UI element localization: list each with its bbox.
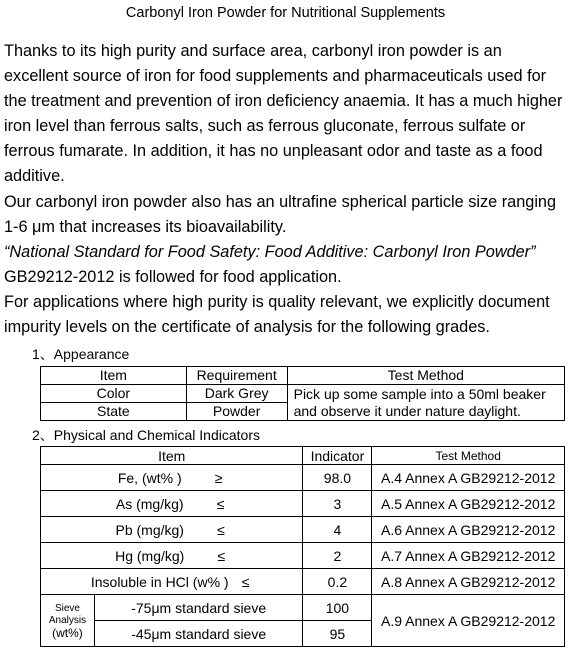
row-method: A.8 Annex A GB29212-2012 bbox=[372, 569, 565, 595]
row-method: A.5 Annex A GB29212-2012 bbox=[372, 491, 565, 517]
item-label: Hg (mg/kg) bbox=[115, 547, 185, 564]
header-indicator: Indicator bbox=[303, 447, 372, 465]
comparison-symbol: ≤ bbox=[216, 495, 225, 512]
sieve-label-line: Analysis bbox=[48, 614, 87, 626]
standard-paragraph bbox=[4, 240, 567, 290]
purity-paragraph: For applications where high purity is quality relevant, we explicitly document impurity levels on the certificate of analysis for the following grades. bbox=[4, 293, 550, 336]
appearance-test-method: Pick up some sample into a 50ml beaker and observe it under nature daylight. bbox=[287, 385, 564, 421]
sieve-label-line: Sieve bbox=[54, 602, 80, 614]
header-requirement: Requirement bbox=[186, 367, 287, 385]
row-method: A.6 Annex A GB29212-2012 bbox=[372, 517, 565, 543]
row-item: -45μm standard sieve bbox=[94, 621, 303, 647]
row-indicator: 2 bbox=[303, 543, 372, 569]
row-item bbox=[41, 569, 303, 595]
row-item: -75μm standard sieve bbox=[94, 595, 303, 621]
table-row bbox=[41, 465, 565, 491]
header-item: Item bbox=[41, 367, 187, 385]
row-method: A.7 Annex A GB29212-2012 bbox=[372, 543, 565, 569]
header-test-method: Test Method bbox=[287, 367, 564, 385]
table-row bbox=[41, 491, 565, 517]
comparison-symbol: ≤ bbox=[217, 521, 225, 538]
row-indicator: 100 bbox=[303, 595, 372, 621]
item-label: As (mg/kg) bbox=[115, 495, 184, 512]
particle-size-paragraph: Our carbonyl iron powder also has an ultrafine spherical particle size ranging 1-6 μm that increases its bioavailability. bbox=[4, 193, 557, 236]
header-item: Item bbox=[41, 447, 303, 465]
physical-heading: 2、Physical and Chemical Indicators bbox=[32, 427, 260, 443]
row-item: Color bbox=[41, 385, 187, 403]
item-label: Insoluble in HCl (w% ) bbox=[90, 573, 229, 590]
appearance-table bbox=[40, 366, 565, 421]
sieve-analysis-label bbox=[41, 595, 95, 647]
row-indicator: 98.0 bbox=[303, 465, 372, 491]
table-row bbox=[41, 543, 565, 569]
comparison-symbol: ≤ bbox=[217, 547, 226, 564]
row-indicator: 4 bbox=[303, 517, 372, 543]
document-title: Carbonyl Iron Powder for Nutritional Supplements bbox=[125, 5, 446, 21]
sieve-label-line: (wt%) bbox=[52, 625, 83, 640]
table-row bbox=[41, 517, 565, 543]
row-item: State bbox=[41, 403, 187, 421]
row-item bbox=[41, 543, 303, 569]
row-item bbox=[41, 517, 303, 543]
table-row bbox=[41, 595, 565, 621]
item-label: Pb (mg/kg) bbox=[115, 521, 184, 538]
appearance-heading: 1、Appearance bbox=[32, 346, 130, 362]
table-header-row bbox=[41, 447, 565, 465]
intro-paragraph: Thanks to its high purity and surface area, carbonyl iron powder is an excellent source of iron for food supplements and pharmaceuticals used for the treatment and prevention of iron deficiency anaemia. It has a much higher iron level than ferrous salts, such as ferrous gluconate, ferrous sulfate or ferrous fumarate. In addition, it has no unpleasant odor and taste as a food additive. bbox=[4, 42, 563, 185]
physical-chemical-table bbox=[40, 446, 565, 647]
row-indicator: 95 bbox=[303, 621, 372, 647]
row-indicator: 3 bbox=[303, 491, 372, 517]
row-indicator: 0.2 bbox=[303, 569, 372, 595]
row-method: A.4 Annex A GB29212-2012 bbox=[372, 465, 565, 491]
table-header-row bbox=[41, 367, 565, 385]
table-row bbox=[41, 385, 565, 403]
standard-note: GB29212-2012 is followed for food application. bbox=[4, 268, 342, 286]
row-item bbox=[41, 491, 303, 517]
comparison-symbol: ≤ bbox=[241, 573, 250, 590]
row-method: A.9 Annex A GB29212-2012 bbox=[372, 595, 565, 647]
header-test-method: Test Method bbox=[372, 447, 565, 465]
comparison-symbol: ≥ bbox=[214, 469, 223, 486]
item-label: Fe, (wt% ) bbox=[117, 469, 182, 486]
row-requirement: Dark Grey bbox=[186, 385, 287, 403]
standard-name: “National Standard for Food Safety: Food Additive: Carbonyl Iron Powder” bbox=[4, 243, 536, 261]
row-requirement: Powder bbox=[186, 403, 287, 421]
row-item bbox=[41, 465, 303, 491]
table-row bbox=[41, 569, 565, 595]
